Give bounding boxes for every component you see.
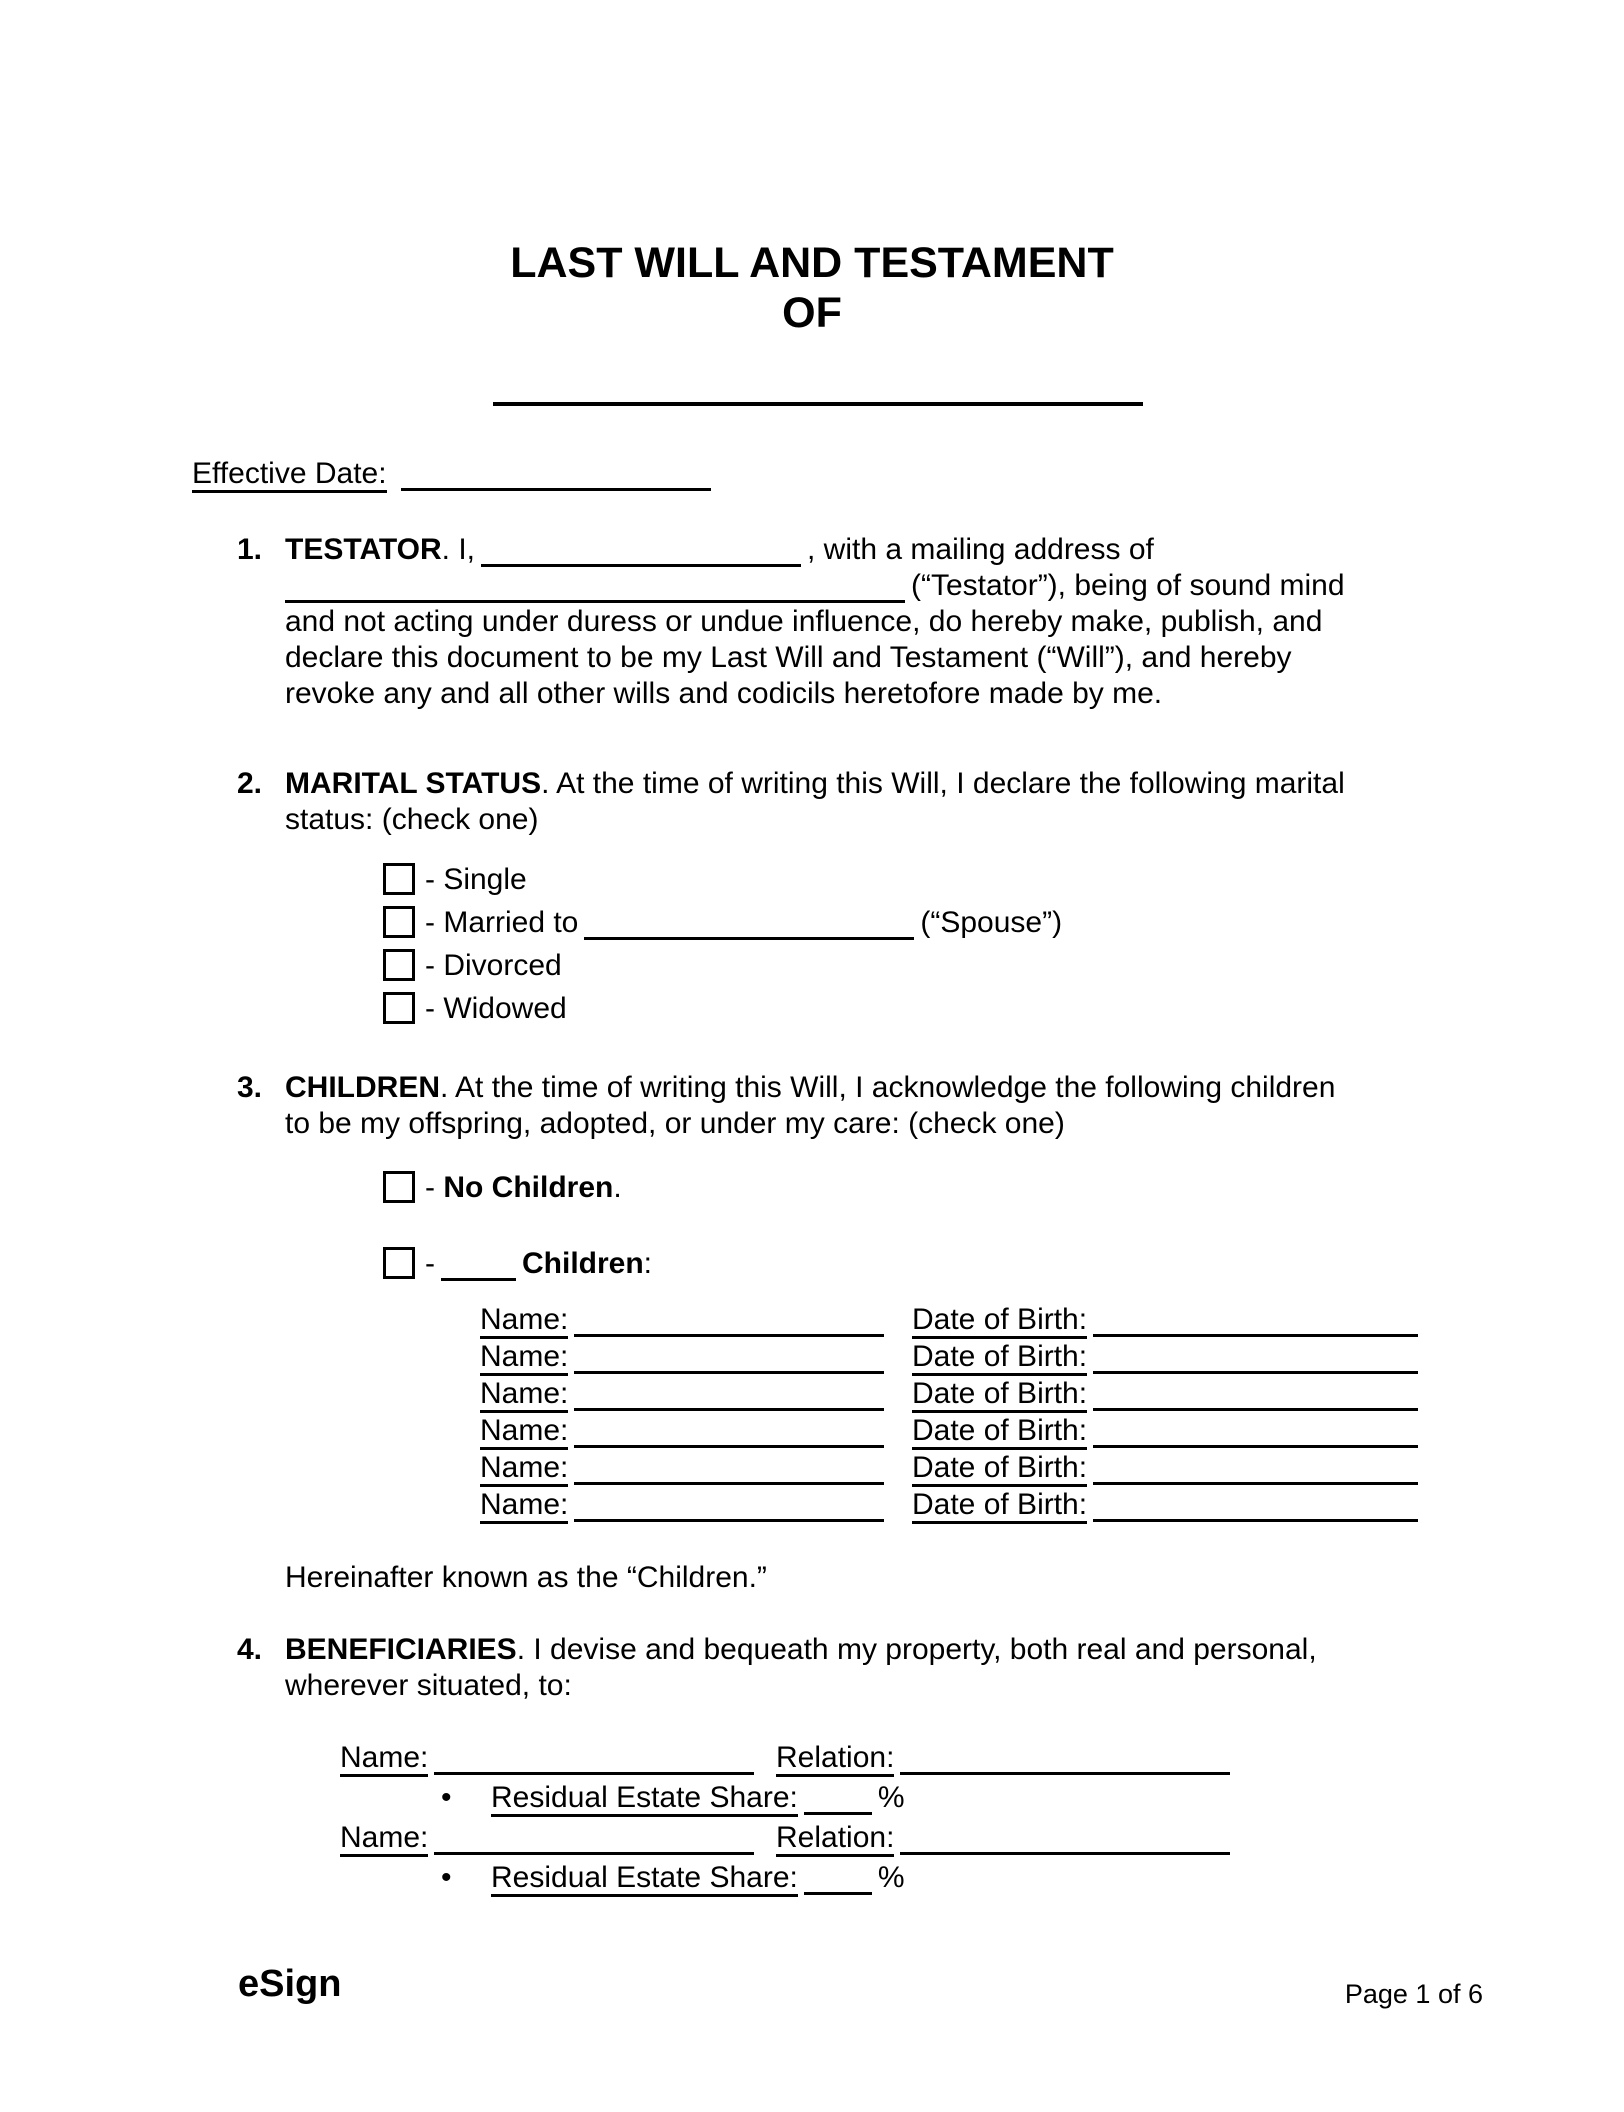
single-label: - Single bbox=[425, 863, 527, 896]
child-4-name-label: Name: bbox=[480, 1414, 568, 1450]
testator-line4: declare this document to be my Last Will and Testament (“Will”), and hereby bbox=[285, 641, 1292, 674]
beneficiaries-line1: BENEFICIARIES. I devise and bequeath my property, both real and personal, bbox=[285, 1633, 1317, 1666]
beneficiary-1-share-row bbox=[441, 1780, 1432, 1816]
child-4-dob-label: Date of Birth: bbox=[912, 1414, 1087, 1450]
child-1-dob-label: Date of Birth: bbox=[912, 1303, 1087, 1339]
marital-option-divorced bbox=[383, 948, 1432, 984]
document-title bbox=[192, 238, 1432, 338]
beneficiary-row-1 bbox=[340, 1740, 1432, 1776]
beneficiary-2-relation-field[interactable] bbox=[900, 1822, 1230, 1855]
children-count-field[interactable] bbox=[441, 1248, 516, 1281]
has-children-option: - Children: bbox=[383, 1246, 1432, 1282]
child-4-dob-field[interactable] bbox=[1093, 1415, 1418, 1448]
child-5-name-field[interactable] bbox=[574, 1452, 884, 1485]
testator-line3: and not acting under duress or undue influence, do hereby make, publish, and bbox=[285, 605, 1323, 638]
beneficiary-2-share-label: Residual Estate Share: bbox=[491, 1861, 798, 1897]
section-children bbox=[192, 1070, 1432, 1596]
widowed-label: - Widowed bbox=[425, 992, 567, 1025]
section-children-heading: CHILDREN bbox=[285, 1071, 440, 1104]
child-3-dob-field[interactable] bbox=[1093, 1378, 1418, 1411]
child-1-dob-field[interactable] bbox=[1093, 1304, 1418, 1337]
beneficiaries-list bbox=[340, 1740, 1432, 1896]
testator-name-title-field[interactable] bbox=[493, 402, 1143, 406]
child-2-name-field[interactable] bbox=[574, 1341, 884, 1374]
child-row-2 bbox=[480, 1339, 1432, 1376]
child-4-name-field[interactable] bbox=[574, 1415, 884, 1448]
child-5-dob-field[interactable] bbox=[1093, 1452, 1418, 1485]
child-2-dob-field[interactable] bbox=[1093, 1341, 1418, 1374]
section-marital-status bbox=[192, 766, 1432, 1027]
section-marital-number: 2. bbox=[237, 767, 263, 800]
spouse-label: (“Spouse”) bbox=[920, 906, 1063, 939]
percent-sign: % bbox=[877, 1781, 905, 1814]
beneficiary-1-name-field[interactable] bbox=[434, 1742, 754, 1775]
percent-sign: % bbox=[877, 1861, 905, 1894]
section-testator-heading: TESTATOR bbox=[285, 533, 442, 566]
esign-logo: eSign bbox=[238, 1963, 342, 2005]
marital-option-widowed bbox=[383, 991, 1432, 1027]
section-children-number: 3. bbox=[237, 1071, 263, 1104]
married-checkbox[interactable] bbox=[383, 906, 415, 938]
divorced-label: - Divorced bbox=[425, 949, 562, 982]
testator-name-field[interactable] bbox=[481, 534, 801, 567]
section-testator-number: 1. bbox=[237, 533, 263, 566]
bullet-icon: • bbox=[441, 1861, 452, 1894]
beneficiary-2-relation-label: Relation: bbox=[776, 1821, 894, 1857]
child-2-dob-label: Date of Birth: bbox=[912, 1340, 1087, 1376]
marital-options bbox=[383, 862, 1432, 1027]
no-children-option: - No Children. bbox=[383, 1170, 1432, 1206]
spouse-name-field[interactable] bbox=[584, 907, 914, 940]
child-2-name-label: Name: bbox=[480, 1340, 568, 1376]
beneficiary-1-name-label: Name: bbox=[340, 1741, 428, 1777]
beneficiary-1-relation-label: Relation: bbox=[776, 1741, 894, 1777]
married-label: - Married to bbox=[425, 906, 579, 939]
document-title-line2: OF bbox=[782, 289, 842, 337]
child-6-dob-field[interactable] bbox=[1093, 1489, 1418, 1522]
children-count-label: Children bbox=[522, 1247, 644, 1280]
section-beneficiaries-heading: BENEFICIARIES bbox=[285, 1633, 517, 1666]
marital-option-married bbox=[383, 905, 1432, 941]
child-row-1 bbox=[480, 1302, 1432, 1339]
no-children-checkbox[interactable] bbox=[383, 1171, 415, 1203]
marital-option-single bbox=[383, 862, 1432, 898]
child-row-4 bbox=[480, 1413, 1432, 1450]
child-6-name-field[interactable] bbox=[574, 1489, 884, 1522]
section-testator bbox=[192, 532, 1432, 712]
single-checkbox[interactable] bbox=[383, 863, 415, 895]
beneficiary-1-share-label: Residual Estate Share: bbox=[491, 1781, 798, 1817]
widowed-checkbox[interactable] bbox=[383, 992, 415, 1024]
divorced-checkbox[interactable] bbox=[383, 949, 415, 981]
child-row-5 bbox=[480, 1450, 1432, 1487]
page-number: Page 1 of 6 bbox=[1344, 1979, 1483, 2009]
child-1-name-label: Name: bbox=[480, 1303, 568, 1339]
beneficiary-2-share-row bbox=[441, 1860, 1432, 1896]
child-row-6 bbox=[480, 1487, 1432, 1524]
child-3-name-label: Name: bbox=[480, 1377, 568, 1413]
testator-line1: TESTATOR. I, , with a mailing address of bbox=[285, 533, 1154, 566]
effective-date-label: Effective Date: bbox=[192, 457, 387, 493]
beneficiary-row-2 bbox=[340, 1820, 1432, 1856]
testator-address-field[interactable] bbox=[285, 570, 905, 603]
beneficiary-1-share-field[interactable] bbox=[804, 1782, 872, 1815]
testator-line5: revoke any and all other wills and codicils heretofore made by me. bbox=[285, 677, 1163, 710]
section-beneficiaries-number: 4. bbox=[237, 1633, 263, 1666]
children-line2: to be my offspring, adopted, or under my care: (check one) bbox=[285, 1107, 1065, 1140]
effective-date-row bbox=[192, 456, 1432, 492]
child-3-name-field[interactable] bbox=[574, 1378, 884, 1411]
marital-line1: MARITAL STATUS. At the time of writing this Will, I declare the following marital bbox=[285, 767, 1345, 800]
effective-date-field[interactable] bbox=[401, 458, 711, 491]
beneficiary-2-name-label: Name: bbox=[340, 1821, 428, 1857]
child-6-dob-label: Date of Birth: bbox=[912, 1488, 1087, 1524]
beneficiary-2-name-field[interactable] bbox=[434, 1822, 754, 1855]
beneficiary-2-share-field[interactable] bbox=[804, 1862, 872, 1895]
section-beneficiaries bbox=[192, 1632, 1432, 1896]
children-line1: CHILDREN. At the time of writing this Will, I acknowledge the following children bbox=[285, 1071, 1336, 1104]
child-1-name-field[interactable] bbox=[574, 1304, 884, 1337]
no-children-label: No Children bbox=[443, 1171, 614, 1204]
child-3-dob-label: Date of Birth: bbox=[912, 1377, 1087, 1413]
marital-line2: status: (check one) bbox=[285, 803, 539, 836]
has-children-checkbox[interactable] bbox=[383, 1247, 415, 1279]
beneficiary-1-relation-field[interactable] bbox=[900, 1742, 1230, 1775]
children-footnote: Hereinafter known as the “Children.” bbox=[285, 1561, 767, 1594]
child-6-name-label: Name: bbox=[480, 1488, 568, 1524]
child-row-3 bbox=[480, 1376, 1432, 1413]
children-list bbox=[480, 1302, 1432, 1524]
beneficiaries-line2: wherever situated, to: bbox=[285, 1669, 572, 1702]
testator-line2: (“Testator”), being of sound mind bbox=[285, 568, 1432, 604]
bullet-icon: • bbox=[441, 1781, 452, 1814]
child-5-name-label: Name: bbox=[480, 1451, 568, 1487]
child-5-dob-label: Date of Birth: bbox=[912, 1451, 1087, 1487]
document-title-line1: LAST WILL AND TESTAMENT bbox=[510, 239, 1114, 287]
section-marital-heading: MARITAL STATUS bbox=[285, 767, 542, 800]
